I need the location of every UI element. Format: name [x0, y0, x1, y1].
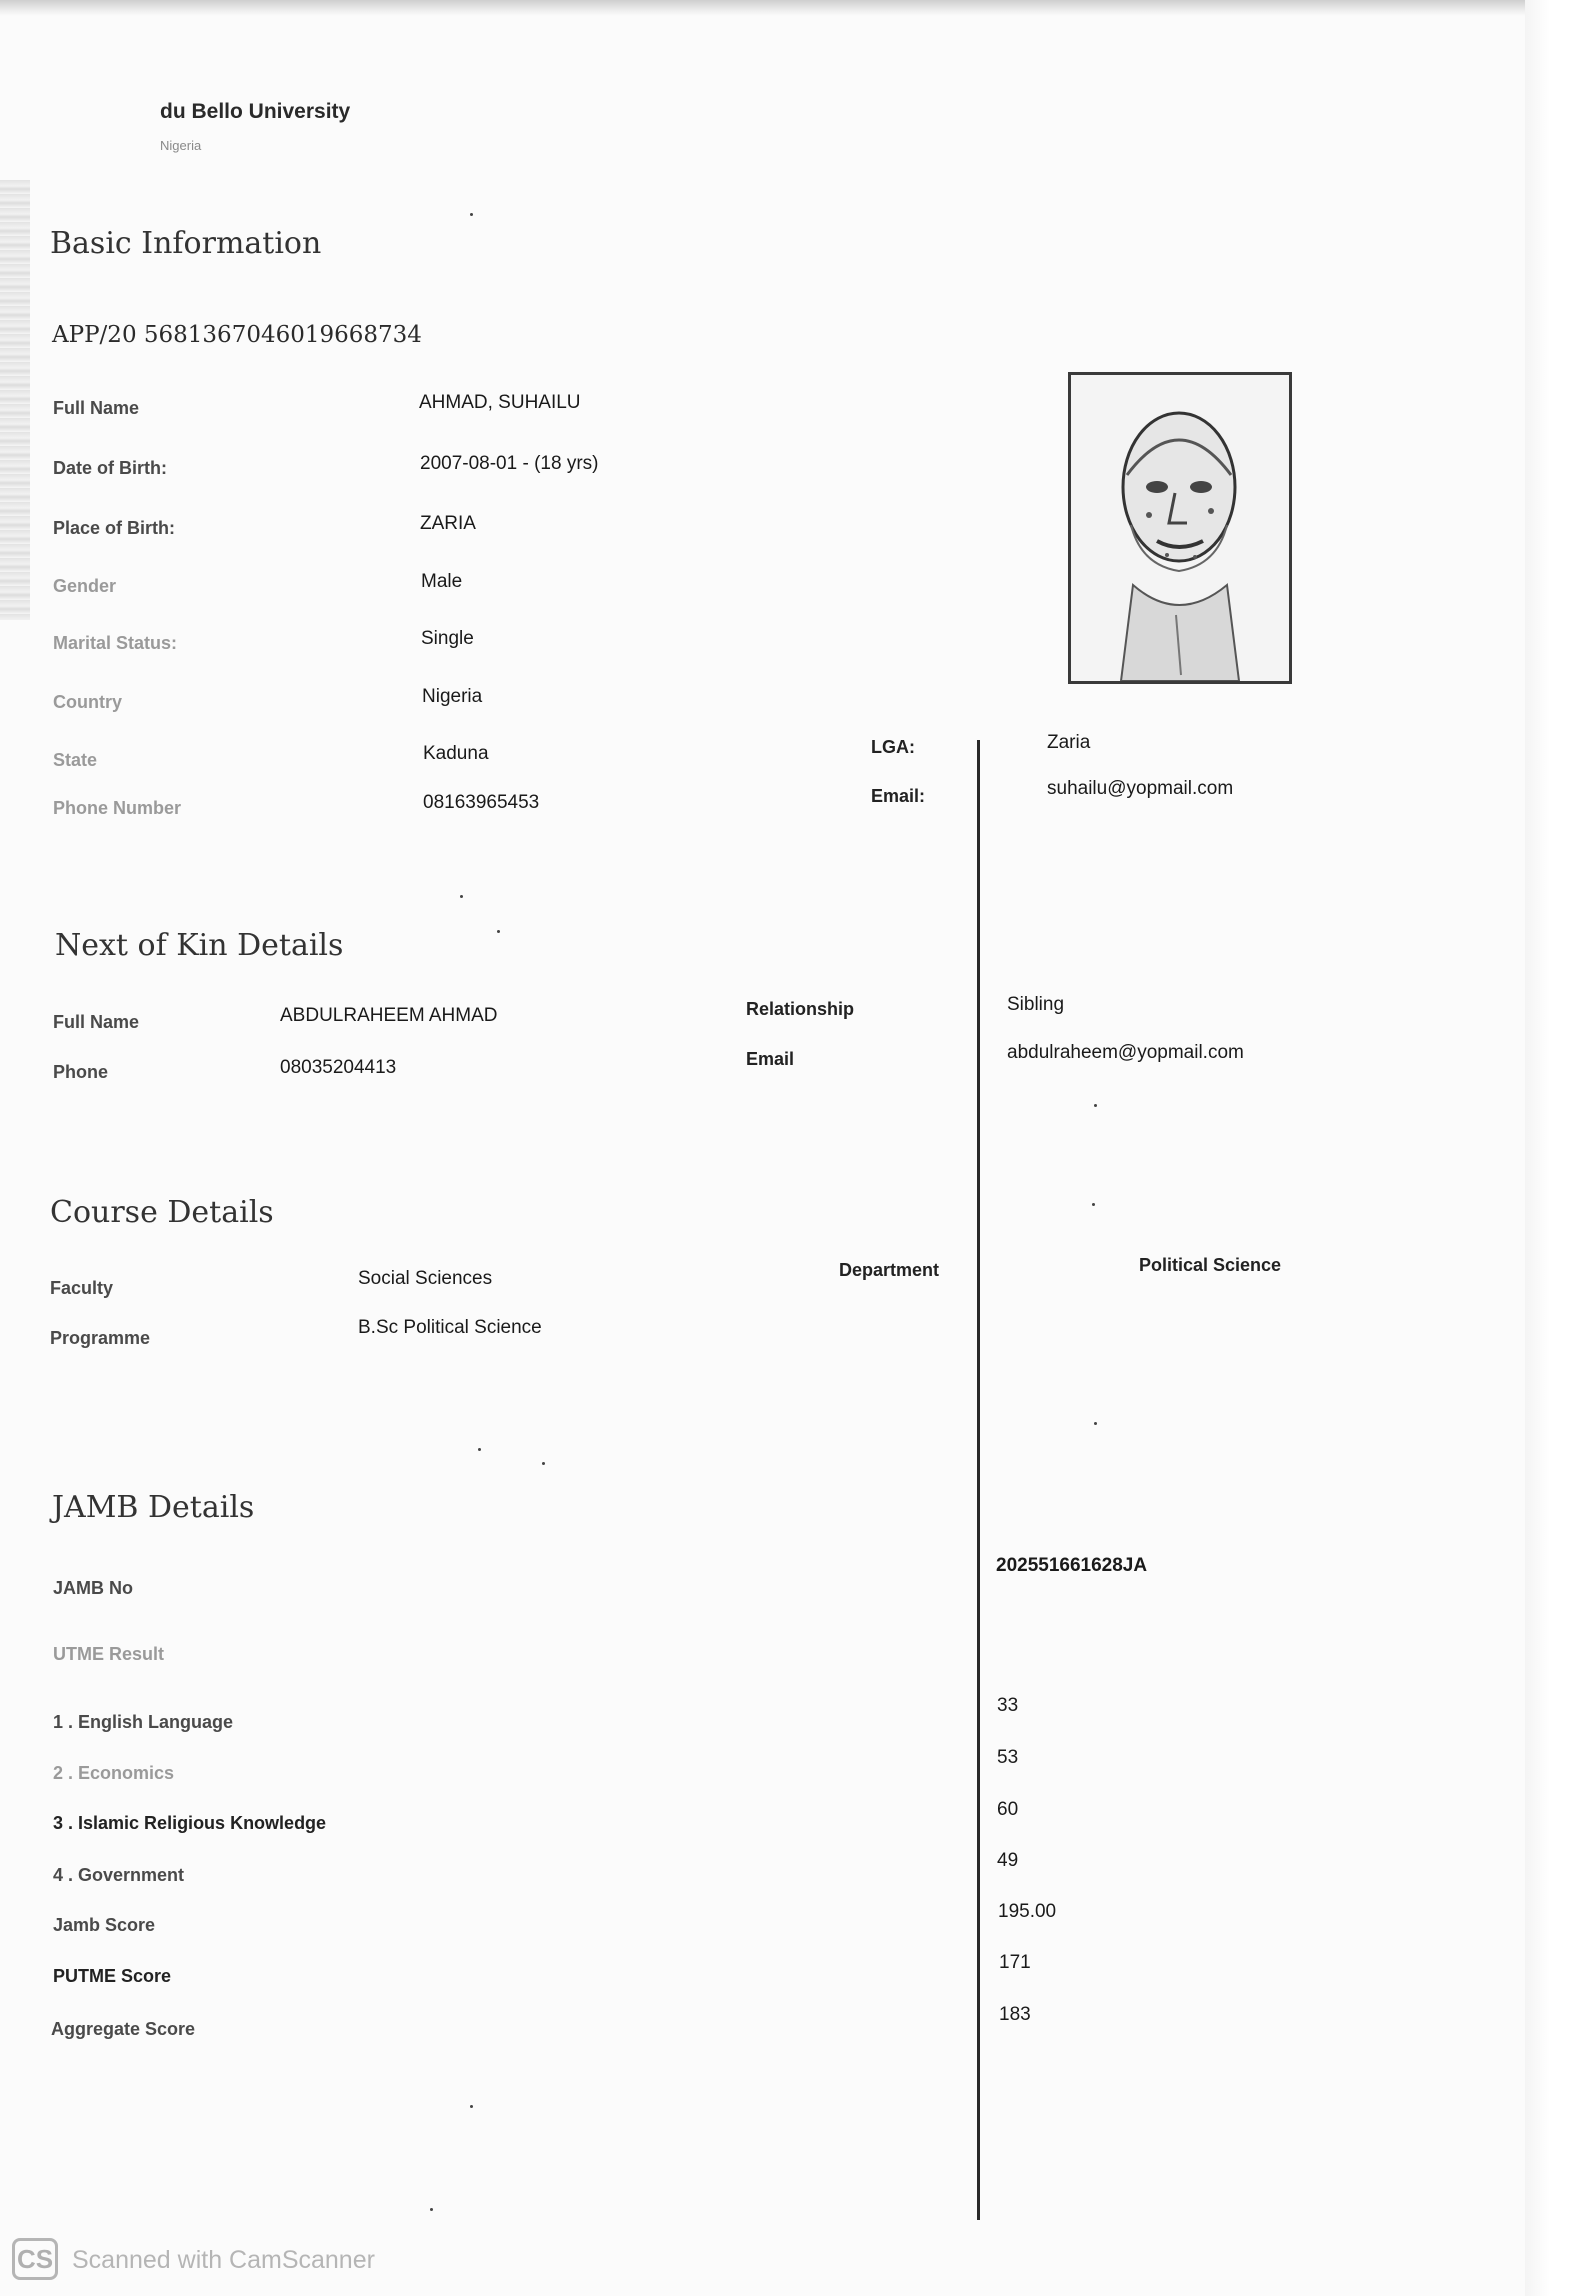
- country-label: Country: [53, 692, 122, 712]
- state-value: Kaduna: [423, 743, 489, 764]
- camscanner-watermark: Scanned with CamScanner: [72, 2246, 375, 2274]
- email-value: suhailu@yopmail.com: [1047, 778, 1234, 799]
- kin-full-name-label: Full Name: [53, 1012, 140, 1032]
- jamb-score-label: Jamb Score: [53, 1915, 156, 1935]
- scan-speck: [542, 1462, 545, 1465]
- jamb-score-value: 195.00: [998, 1901, 1057, 1922]
- kin-email-label: Email: [746, 1049, 795, 1069]
- marital-status-label: Marital Status:: [53, 633, 178, 653]
- date-of-birth-value: 2007-08-01 - (18 yrs): [420, 453, 599, 474]
- putme-score-value: 171: [999, 1952, 1031, 1973]
- full-name-value: AHMAD, SUHAILU: [419, 392, 581, 413]
- kin-phone-value: 08035204413: [280, 1057, 397, 1078]
- subject-4-label: 4 . Government: [53, 1865, 185, 1885]
- programme-value: B.Sc Political Science: [358, 1317, 542, 1338]
- subject-1-label: 1 . English Language: [53, 1712, 234, 1732]
- subject-1-score: 33: [997, 1695, 1019, 1716]
- aggregate-score-label: Aggregate Score: [51, 2019, 196, 2039]
- full-name-label: Full Name: [53, 398, 140, 418]
- university-name: du Bello University: [160, 100, 351, 123]
- kin-relationship-value: Sibling: [1007, 994, 1065, 1015]
- course-details-heading: Course Details: [50, 1195, 274, 1230]
- scan-shadow-left: [0, 180, 30, 620]
- date-of-birth-label: Date of Birth:: [53, 458, 167, 478]
- programme-label: Programme: [50, 1328, 151, 1348]
- scan-speck: [430, 2208, 433, 2211]
- gender-value: Male: [421, 571, 463, 592]
- place-of-birth-label: Place of Birth:: [53, 518, 176, 538]
- place-of-birth-value: ZARIA: [420, 513, 476, 534]
- aggregate-score-value: 183: [999, 2004, 1031, 2025]
- next-of-kin-heading: Next of Kin Details: [55, 928, 344, 963]
- department-label: Department: [839, 1260, 940, 1280]
- department-value: Political Science: [1139, 1255, 1282, 1275]
- camscanner-logo: CS: [12, 2238, 58, 2280]
- jamb-details-heading: JAMB Details: [52, 1490, 255, 1525]
- phone-number-value: 08163965453: [423, 792, 540, 813]
- state-label: State: [53, 750, 98, 770]
- scan-speck: [497, 930, 500, 933]
- faculty-value: Social Sciences: [358, 1268, 493, 1289]
- utme-result-label: UTME Result: [53, 1644, 165, 1664]
- scan-shadow-right: [1525, 0, 1588, 2296]
- kin-full-name-value: ABDULRAHEEM AHMAD: [280, 1005, 498, 1026]
- scan-speck: [460, 895, 463, 898]
- subject-3-label: 3 . Islamic Religious Knowledge: [53, 1813, 327, 1833]
- kin-email-value: abdulraheem@yopmail.com: [1007, 1042, 1244, 1063]
- portrait-image: [1071, 375, 1289, 681]
- jamb-number-label: JAMB No: [53, 1578, 133, 1598]
- lga-value: Zaria: [1047, 732, 1091, 753]
- scan-speck: [470, 213, 473, 216]
- scan-speck: [1094, 1422, 1097, 1425]
- kin-phone-label: Phone: [53, 1062, 109, 1082]
- university-subtitle: Nigeria: [160, 138, 202, 153]
- country-value: Nigeria: [422, 686, 483, 707]
- subject-2-score: 53: [997, 1747, 1019, 1768]
- faculty-label: Faculty: [50, 1278, 114, 1298]
- subject-4-score: 49: [997, 1850, 1019, 1871]
- marital-status-value: Single: [421, 628, 474, 649]
- column-divider: [977, 740, 980, 2220]
- kin-relationship-label: Relationship: [746, 999, 855, 1019]
- basic-information-heading: Basic Information: [50, 226, 322, 261]
- jamb-number-value: 202551661628JA: [996, 1555, 1148, 1576]
- scan-speck: [478, 1448, 481, 1451]
- application-number: APP/20 5681367046019668734: [52, 322, 422, 348]
- scan-speck: [1092, 1203, 1095, 1206]
- scan-speck: [470, 2105, 473, 2108]
- scan-shadow-top: [0, 0, 1588, 16]
- gender-label: Gender: [53, 576, 117, 596]
- subject-2-label: 2 . Economics: [53, 1763, 175, 1783]
- putme-score-label: PUTME Score: [53, 1966, 172, 1986]
- phone-number-label: Phone Number: [53, 798, 182, 818]
- passport-photo: [1068, 372, 1292, 684]
- subject-3-score: 60: [997, 1799, 1019, 1820]
- lga-label: LGA:: [871, 737, 915, 757]
- email-label: Email:: [871, 786, 926, 806]
- scan-speck: [1094, 1104, 1097, 1107]
